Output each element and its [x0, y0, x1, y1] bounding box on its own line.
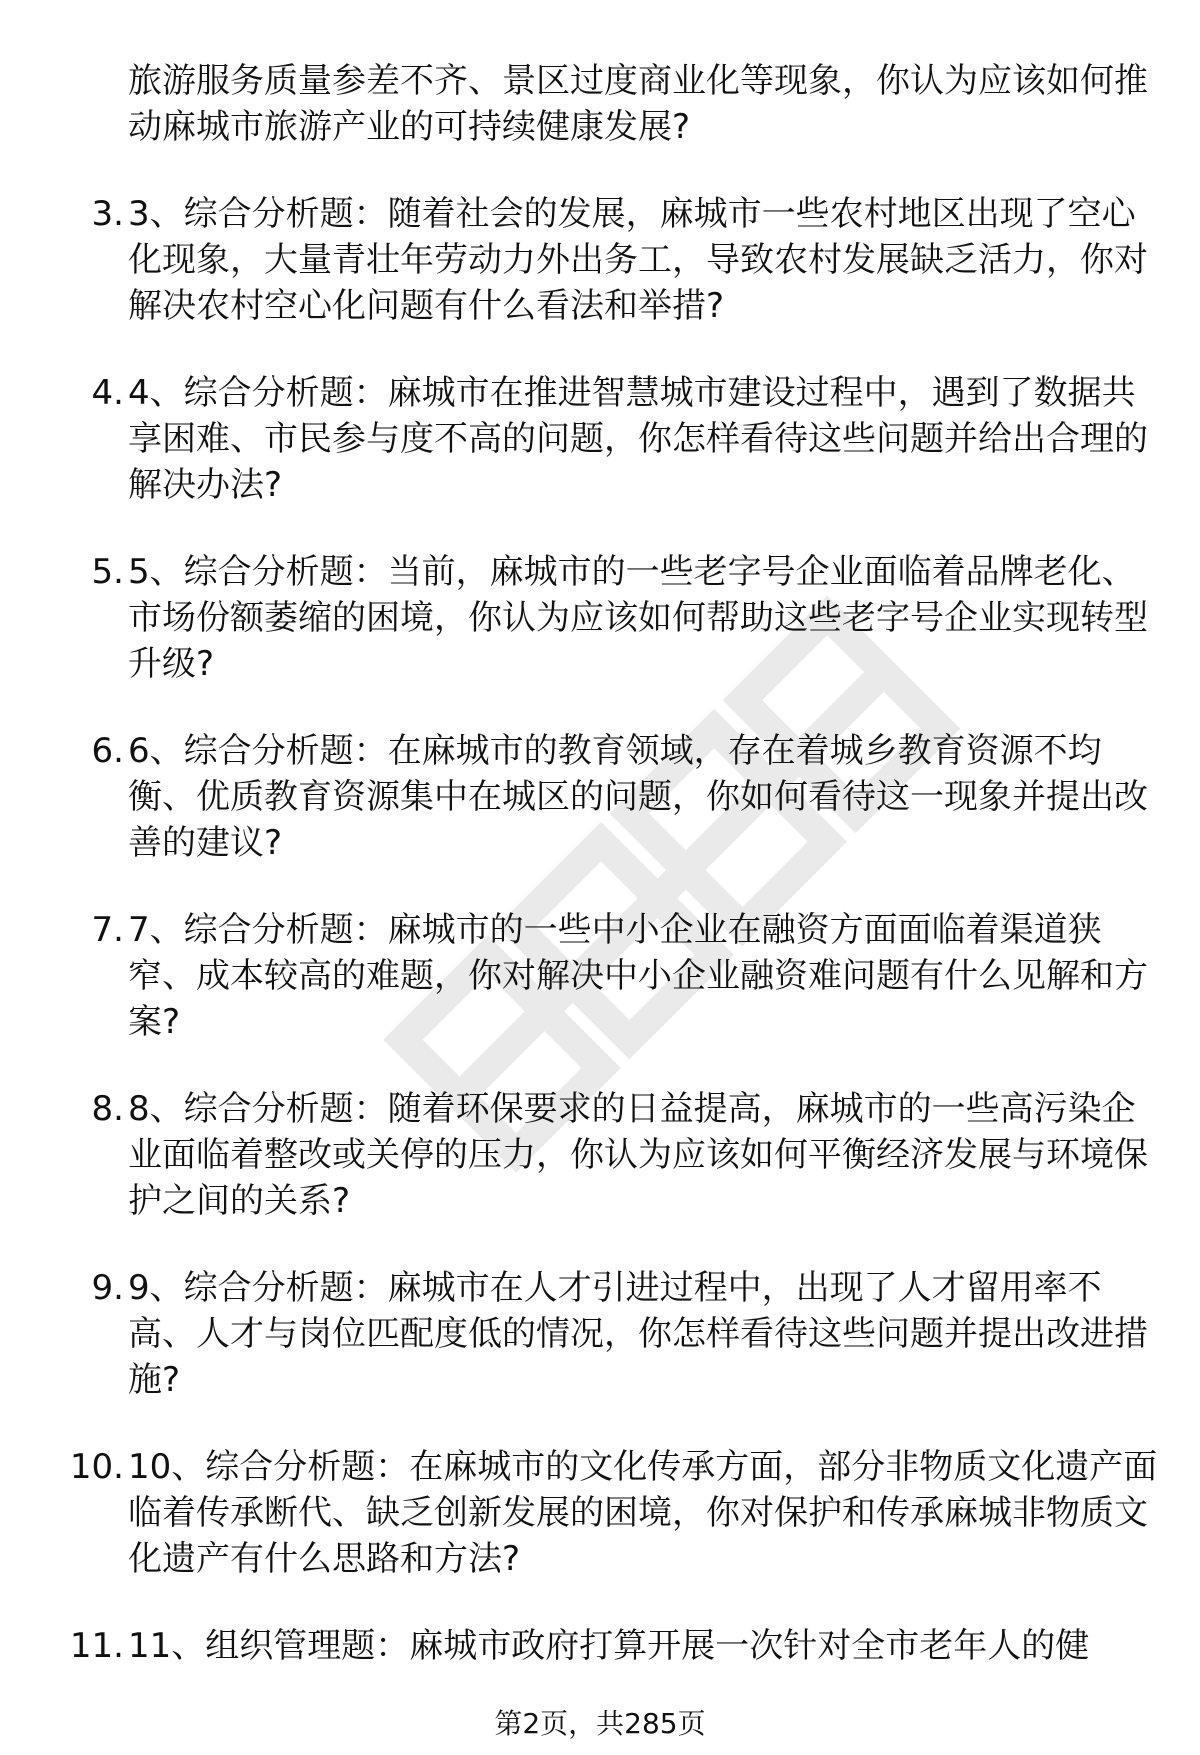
question-item [0, 370, 1200, 508]
question-number: 9. [91, 1268, 124, 1308]
question-number: 5. [91, 552, 124, 592]
question-text: 旅游服务质量参差不齐、景区过度商业化等现象，你认为应该如何推动麻城市旅游产业的可持续健康发展? [128, 61, 1148, 147]
question-item [0, 191, 1200, 329]
question-item [0, 907, 1200, 1045]
question-text: 9、综合分析题：麻城市在人才引进过程中，出现了人才留用率不高、人才与岗位匹配度低的情况，你怎样看待这些问题并提出改进措施? [128, 1268, 1148, 1400]
question-item [0, 58, 1200, 150]
question-item [0, 549, 1200, 687]
question-text: 10、综合分析题：在麻城市的文化传承方面，部分非物质文化遗产面临着传承断代、缺乏创新发展的困境，你对保护和传承麻城非物质文化遗产有什么思路和方法? [128, 1447, 1158, 1579]
question-number: 3. [91, 194, 124, 234]
question-list [0, 58, 1200, 1710]
question-item [0, 1444, 1200, 1582]
question-number: 8. [91, 1089, 124, 1129]
question-number: 10. [69, 1447, 124, 1487]
question-item [0, 1265, 1200, 1403]
question-text: 6、综合分析题：在麻城市的教育领域，存在着城乡教育资源不均衡、优质教育资源集中在城区的问题，你如何看待这一现象并提出改善的建议? [128, 731, 1148, 863]
question-text: 8、综合分析题：随着环保要求的日益提高，麻城市的一些高污染企业面临着整改或关停的压力，你认为应该如何平衡经济发展与环境保护之间的关系? [128, 1089, 1148, 1221]
question-item [0, 728, 1200, 866]
question-item [0, 1086, 1200, 1224]
question-item [0, 1623, 1200, 1669]
question-text: 7、综合分析题：麻城市的一些中小企业在融资方面面临着渠道狭窄、成本较高的难题，你对解决中小企业融资难问题有什么见解和方案? [128, 910, 1148, 1042]
question-text: 11、组织管理题：麻城市政府打算开展一次针对全市老年人的健 [128, 1626, 1090, 1666]
question-number: 11. [69, 1626, 124, 1666]
question-number: 4. [91, 373, 124, 413]
question-number: 6. [91, 731, 124, 771]
question-text: 3、综合分析题：随着社会的发展，麻城市一些农村地区出现了空心化现象，大量青壮年劳动力外出务工，导致农村发展缺乏活力，你对解决农村空心化问题有什么看法和举措? [128, 194, 1148, 326]
question-text: 5、综合分析题：当前，麻城市的一些老字号企业面临着品牌老化、市场份额萎缩的困境，你认为应该如何帮助这些老字号企业实现转型升级? [128, 552, 1148, 684]
question-number: 7. [91, 910, 124, 950]
page-footer: 第2页，共285页 [494, 1707, 706, 1740]
question-text: 4、综合分析题：麻城市在推进智慧城市建设过程中，遇到了数据共享困难、市民参与度不高的问题，你怎样看待这些问题并给出合理的解决办法? [128, 373, 1148, 505]
